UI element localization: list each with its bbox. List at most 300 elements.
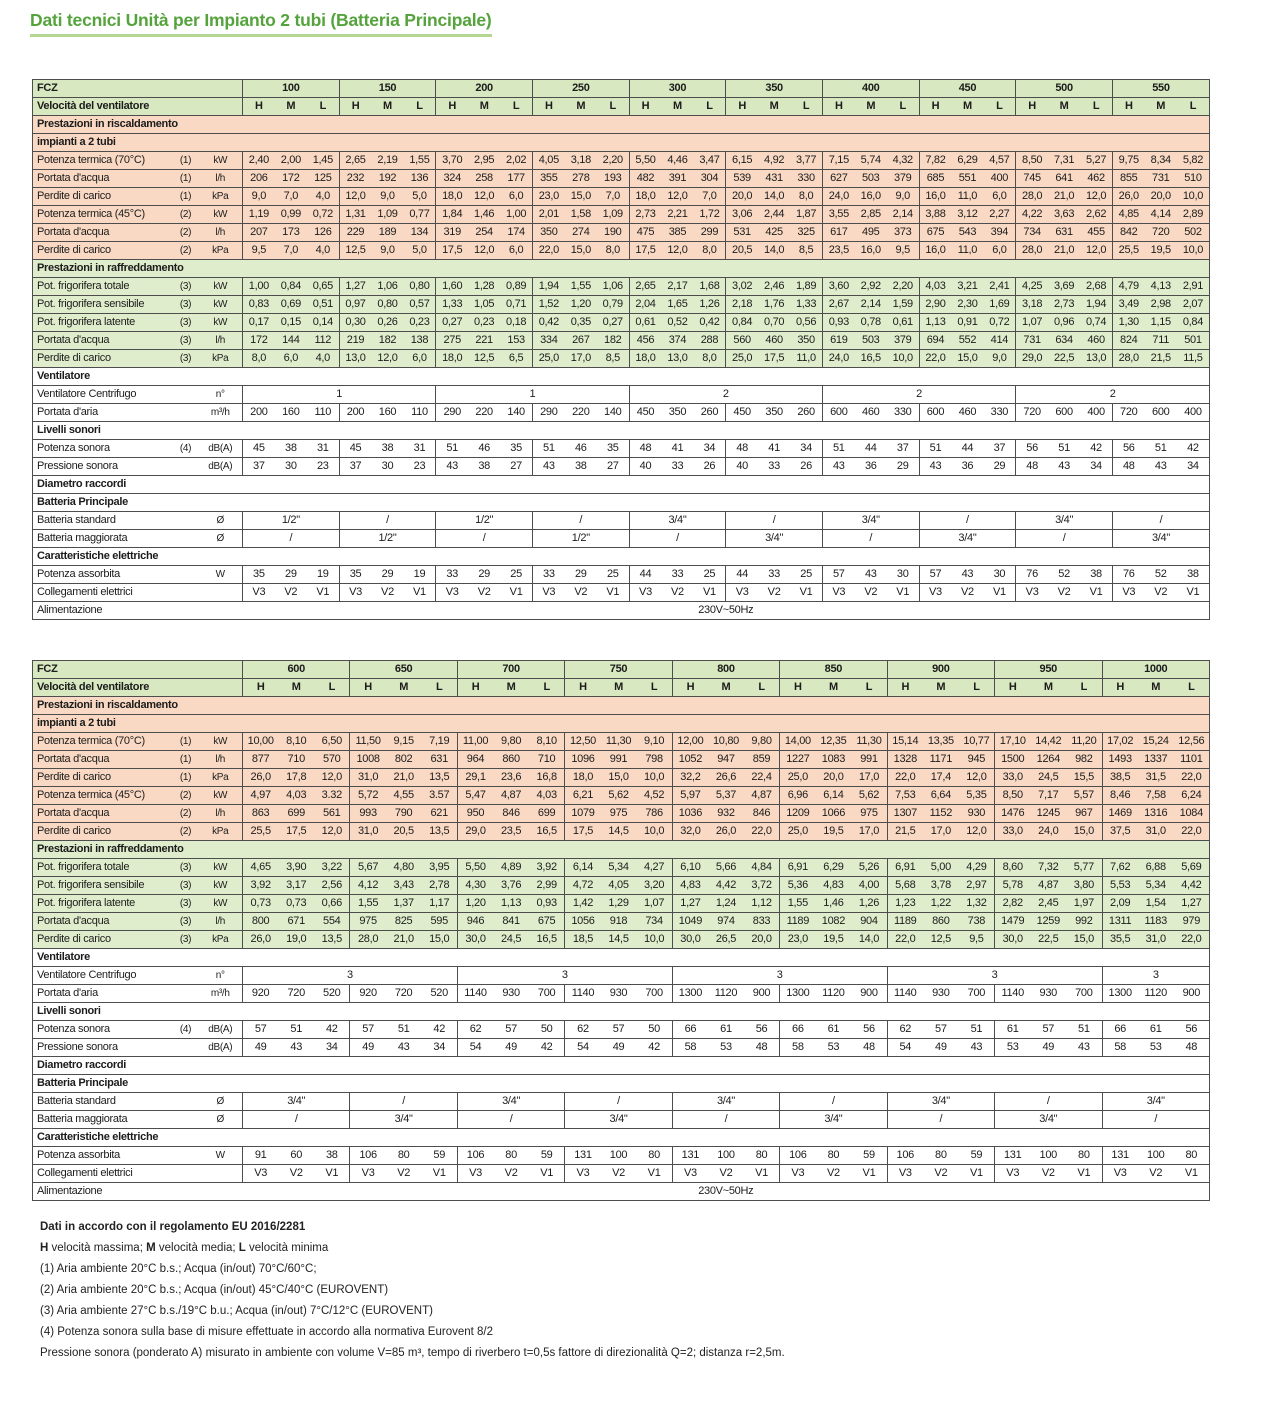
value-cell: 0,73 <box>278 895 314 913</box>
value-cell: 641 <box>1048 170 1080 188</box>
value-cell: 1,27 <box>1174 895 1210 913</box>
value-cell: 710 <box>529 751 565 769</box>
value-cell: 12,0 <box>1080 242 1112 260</box>
value-cell: 6,0 <box>404 350 436 368</box>
value-cell: 460 <box>951 404 983 422</box>
speed-col-header: M <box>1048 98 1080 116</box>
unit-cell: kPa <box>199 769 243 787</box>
span-cell: / <box>436 530 533 548</box>
ref-cell: (4) <box>173 440 199 458</box>
row-label: Batteria standard <box>33 1093 173 1111</box>
speed-col-header: H <box>350 679 386 697</box>
value-cell: 631 <box>1048 224 1080 242</box>
value-cell: 1,33 <box>790 296 822 314</box>
value-cell: 20,0 <box>726 188 758 206</box>
ref-cell <box>173 566 199 584</box>
value-cell: 627 <box>822 170 854 188</box>
value-cell: 992 <box>1066 913 1102 931</box>
value-cell: V3 <box>565 1165 601 1183</box>
model-header: 1000 <box>1102 661 1210 679</box>
value-cell: 43 <box>278 1039 314 1057</box>
value-cell: 0,61 <box>887 314 919 332</box>
value-cell: 617 <box>822 224 854 242</box>
value-cell: 17,5 <box>565 823 601 841</box>
model-header: 550 <box>1112 80 1209 98</box>
value-cell: 29,0 <box>457 823 493 841</box>
speed-col-header: L <box>422 679 458 697</box>
value-cell: 2,46 <box>758 278 790 296</box>
value-cell: 14,42 <box>1030 733 1066 751</box>
value-cell: 49 <box>493 1039 529 1057</box>
value-cell: 7,0 <box>275 242 307 260</box>
value-cell: 324 <box>436 170 468 188</box>
footnotes <box>40 1217 1243 1364</box>
value-cell: 10,0 <box>636 931 672 949</box>
speed-col-header: H <box>339 98 371 116</box>
speed-col-header: M <box>468 98 500 116</box>
value-cell: 134 <box>404 224 436 242</box>
value-cell: 28,0 <box>1016 188 1048 206</box>
row-label: Potenza assorbita <box>33 1147 173 1165</box>
span-cell: 3/4" <box>995 1111 1102 1129</box>
value-cell: 18,0 <box>436 188 468 206</box>
value-cell: V3 <box>887 1165 923 1183</box>
table-row <box>33 895 1210 913</box>
value-cell: 31,0 <box>350 769 386 787</box>
value-cell: 14,5 <box>601 931 637 949</box>
value-cell: 44 <box>629 566 661 584</box>
value-cell: 290 <box>436 404 468 422</box>
value-cell: 1264 <box>1030 751 1066 769</box>
value-cell: 991 <box>601 751 637 769</box>
value-cell: 1140 <box>457 985 493 1003</box>
ref-cell <box>173 1039 199 1057</box>
value-cell: 863 <box>243 805 279 823</box>
value-cell: 30,0 <box>995 931 1031 949</box>
value-cell: 930 <box>959 805 995 823</box>
value-cell: 56 <box>744 1021 780 1039</box>
value-cell: 22,0 <box>1174 823 1210 841</box>
value-cell: 975 <box>601 805 637 823</box>
value-cell: V3 <box>672 1165 708 1183</box>
value-cell: 734 <box>1016 224 1048 242</box>
value-cell: 3,78 <box>923 877 959 895</box>
table-row <box>33 386 1210 404</box>
value-cell: 798 <box>636 751 672 769</box>
value-cell: V1 <box>314 1165 350 1183</box>
value-cell: 379 <box>887 332 919 350</box>
span-cell: / <box>350 1093 457 1111</box>
value-cell: 5,78 <box>995 877 1031 895</box>
span-cell: / <box>1112 512 1209 530</box>
value-cell: 3,69 <box>1048 278 1080 296</box>
value-cell: 391 <box>661 170 693 188</box>
value-cell: 182 <box>371 332 403 350</box>
value-cell: 35 <box>597 440 629 458</box>
row-label: Pot. frigorifera totale <box>33 278 173 296</box>
value-cell: V3 <box>919 584 951 602</box>
value-cell: 1052 <box>672 751 708 769</box>
value-cell: 21,0 <box>1048 188 1080 206</box>
value-cell: 4,87 <box>1030 877 1066 895</box>
value-cell: 1469 <box>1102 805 1138 823</box>
value-cell: 57 <box>601 1021 637 1039</box>
value-cell: 66 <box>1102 1021 1138 1039</box>
value-cell: 59 <box>422 1147 458 1165</box>
span-cell: 3/4" <box>1016 512 1113 530</box>
value-cell: 4,85 <box>1112 206 1144 224</box>
value-cell: V1 <box>887 584 919 602</box>
value-cell: 0,93 <box>529 895 565 913</box>
value-cell: 1,59 <box>887 296 919 314</box>
speed-col-header: M <box>1138 679 1174 697</box>
footnote-text: velocità media; <box>155 1242 239 1254</box>
value-cell: 110 <box>307 404 339 422</box>
value-cell: 4,92 <box>758 152 790 170</box>
value-cell: 900 <box>744 985 780 1003</box>
value-cell: 38 <box>275 440 307 458</box>
span-cell: / <box>726 512 823 530</box>
section-label: Livelli sonori <box>33 1003 1210 1021</box>
value-cell: 350 <box>758 404 790 422</box>
value-cell: 964 <box>457 751 493 769</box>
row-label: Potenza termica (70°C) <box>33 733 173 751</box>
ref-cell: (2) <box>173 787 199 805</box>
model-header: 450 <box>919 80 1016 98</box>
value-cell: 8,0 <box>694 242 726 260</box>
row-label: Pot. frigorifera sensibile <box>33 296 173 314</box>
value-cell: 1,22 <box>923 895 959 913</box>
value-cell: 38 <box>314 1147 350 1165</box>
value-cell: 43 <box>386 1039 422 1057</box>
value-cell: V1 <box>1174 1165 1210 1183</box>
table-row <box>33 1147 1210 1165</box>
value-cell: 33,0 <box>995 769 1031 787</box>
value-cell: 267 <box>565 332 597 350</box>
value-cell: 15,0 <box>1066 823 1102 841</box>
value-cell: V2 <box>1145 584 1177 602</box>
value-cell: 8,5 <box>597 350 629 368</box>
value-cell: 100 <box>601 1147 637 1165</box>
value-cell: 621 <box>422 805 458 823</box>
value-cell: 27 <box>500 458 532 476</box>
value-cell: 33 <box>661 566 693 584</box>
value-cell: 8,5 <box>790 242 822 260</box>
value-cell: 23,5 <box>822 242 854 260</box>
value-cell: 17,5 <box>629 242 661 260</box>
row-label: Portata d'acqua <box>33 913 173 931</box>
table-row <box>33 206 1210 224</box>
value-cell: 5,00 <box>923 859 959 877</box>
value-cell: 6,14 <box>565 859 601 877</box>
value-cell: 5,69 <box>1174 859 1210 877</box>
value-cell: 12,50 <box>565 733 601 751</box>
value-cell: 11,30 <box>601 733 637 751</box>
value-cell: 1,37 <box>386 895 422 913</box>
model-header: 950 <box>995 661 1102 679</box>
value-cell: 21,0 <box>386 769 422 787</box>
value-cell: 54 <box>457 1039 493 1057</box>
value-cell: 2,00 <box>275 152 307 170</box>
span-cell: 3/4" <box>919 530 1016 548</box>
ref-cell: (1) <box>173 170 199 188</box>
value-cell: 9,0 <box>984 350 1016 368</box>
ref-cell: (3) <box>173 913 199 931</box>
value-cell: 31,5 <box>1138 769 1174 787</box>
value-cell: 25 <box>597 566 629 584</box>
value-cell: 25,5 <box>1112 242 1144 260</box>
value-cell: 21,0 <box>386 931 422 949</box>
value-cell: V1 <box>500 584 532 602</box>
value-cell: 2,98 <box>1145 296 1177 314</box>
value-cell: 4,14 <box>1145 206 1177 224</box>
value-cell: 48 <box>851 1039 887 1057</box>
table-row <box>33 404 1210 422</box>
value-cell: 29,1 <box>457 769 493 787</box>
value-cell: 23,0 <box>532 188 564 206</box>
value-cell: 9,0 <box>243 188 275 206</box>
value-cell: 177 <box>500 170 532 188</box>
footnote-text: L <box>238 1242 246 1254</box>
value-cell: 106 <box>780 1147 816 1165</box>
span-cell: / <box>919 512 1016 530</box>
model-header: 700 <box>457 661 564 679</box>
value-cell: 731 <box>1016 332 1048 350</box>
value-cell: 14,0 <box>758 188 790 206</box>
value-cell: 20,5 <box>726 242 758 260</box>
value-cell: 43 <box>919 458 951 476</box>
value-cell: 21,0 <box>1048 242 1080 260</box>
value-cell: 10,0 <box>1177 242 1210 260</box>
value-cell: 1,23 <box>887 895 923 913</box>
value-cell: 334 <box>532 332 564 350</box>
footnote-text: (2) Aria ambiente 20°C b.s.; Acqua (in/out) 45°C/40°C (EUROVENT) <box>40 1284 389 1296</box>
value-cell: 3,70 <box>436 152 468 170</box>
value-cell: 930 <box>493 985 529 1003</box>
ref-cell: (2) <box>173 242 199 260</box>
table-row <box>33 733 1210 751</box>
speed-col-header: L <box>500 98 532 116</box>
value-cell: 6,96 <box>780 787 816 805</box>
ref-cell <box>173 1147 199 1165</box>
value-cell: 1,54 <box>1138 895 1174 913</box>
speed-col-header: H <box>1016 98 1048 116</box>
speed-col-header: L <box>959 679 995 697</box>
value-cell: 80 <box>923 1147 959 1165</box>
value-cell: 3.32 <box>314 787 350 805</box>
table-row <box>33 823 1210 841</box>
value-cell: 172 <box>243 332 275 350</box>
value-cell: 57 <box>919 566 951 584</box>
section-label: Prestazioni in riscaldamento <box>33 697 1210 715</box>
value-cell: 3,95 <box>422 859 458 877</box>
unit-cell: kPa <box>199 188 243 206</box>
value-cell: 49 <box>1030 1039 1066 1057</box>
value-cell: 710 <box>278 751 314 769</box>
model-header: 100 <box>243 80 340 98</box>
value-cell: 51 <box>959 1021 995 1039</box>
value-cell: 2,40 <box>243 152 275 170</box>
value-cell: 2,01 <box>532 206 564 224</box>
value-cell: 52 <box>1145 566 1177 584</box>
value-cell: 330 <box>984 404 1016 422</box>
table-row <box>33 314 1210 332</box>
table-row <box>33 805 1210 823</box>
ref-cell: (3) <box>173 859 199 877</box>
speed-col-header: L <box>314 679 350 697</box>
value-cell: 23 <box>307 458 339 476</box>
row-label: Ventilatore Centrifugo <box>33 386 173 404</box>
value-cell: 1,68 <box>694 278 726 296</box>
fcz-table-1 <box>32 79 1210 620</box>
value-cell: 373 <box>887 224 919 242</box>
value-cell: 1,69 <box>984 296 1016 314</box>
value-cell: 4,05 <box>532 152 564 170</box>
value-cell: 10,80 <box>708 733 744 751</box>
value-cell: 2,56 <box>314 877 350 895</box>
value-cell: 138 <box>404 332 436 350</box>
section-row <box>33 548 1210 566</box>
value-cell: 3,77 <box>790 152 822 170</box>
value-cell: 634 <box>1048 332 1080 350</box>
value-cell: 2,73 <box>629 206 661 224</box>
value-cell: 11,0 <box>790 350 822 368</box>
ref-cell: (1) <box>173 733 199 751</box>
row-label: Pot. frigorifera totale <box>33 859 173 877</box>
full-span-value: 230V~50Hz <box>243 602 1210 620</box>
value-cell: 6,14 <box>816 787 852 805</box>
value-cell: 330 <box>790 170 822 188</box>
value-cell: 0,23 <box>404 314 436 332</box>
value-cell: 172 <box>275 170 307 188</box>
speed-col-header: M <box>493 679 529 697</box>
model-header: 600 <box>243 661 350 679</box>
value-cell: 0,77 <box>404 206 436 224</box>
speed-col-header: M <box>601 679 637 697</box>
value-cell: 1,09 <box>597 206 629 224</box>
value-cell: 54 <box>887 1039 923 1057</box>
value-cell: 16,0 <box>919 242 951 260</box>
value-cell: 1096 <box>565 751 601 769</box>
value-cell: 100 <box>708 1147 744 1165</box>
section-label: impianti a 2 tubi <box>33 134 1210 152</box>
value-cell: 0,74 <box>1080 314 1112 332</box>
value-cell: 106 <box>457 1147 493 1165</box>
row-label: Batteria maggiorata <box>33 1111 173 1129</box>
value-cell: 160 <box>371 404 403 422</box>
value-cell: 49 <box>350 1039 386 1057</box>
value-cell: 711 <box>1145 332 1177 350</box>
value-cell: 80 <box>744 1147 780 1165</box>
value-cell: 57 <box>493 1021 529 1039</box>
span-cell: / <box>532 512 629 530</box>
value-cell: 1079 <box>565 805 601 823</box>
unit-cell: m³/h <box>199 985 243 1003</box>
value-cell: 1152 <box>923 805 959 823</box>
value-cell: 600 <box>822 404 854 422</box>
value-cell: 462 <box>1080 170 1112 188</box>
value-cell: 0,52 <box>661 314 693 332</box>
value-cell: 80 <box>1066 1147 1102 1165</box>
value-cell: V3 <box>726 584 758 602</box>
speed-col-header: H <box>995 679 1031 697</box>
value-cell: 8,34 <box>1145 152 1177 170</box>
table-row <box>33 769 1210 787</box>
value-cell: 51 <box>386 1021 422 1039</box>
value-cell: 19 <box>307 566 339 584</box>
value-cell: 43 <box>532 458 564 476</box>
speed-col-header: H <box>243 98 275 116</box>
value-cell: 2,95 <box>468 152 500 170</box>
value-cell: V3 <box>243 584 275 602</box>
unit-cell: l/h <box>199 805 243 823</box>
value-cell: 37 <box>339 458 371 476</box>
value-cell: 17,5 <box>758 350 790 368</box>
value-cell: 1120 <box>816 985 852 1003</box>
value-cell: 37 <box>984 440 1016 458</box>
row-label: Perdite di carico <box>33 931 173 949</box>
value-cell: 34 <box>314 1039 350 1057</box>
value-cell: 2,09 <box>1102 895 1138 913</box>
table-row <box>33 751 1210 769</box>
value-cell: 27 <box>597 458 629 476</box>
value-cell: 1,06 <box>371 278 403 296</box>
speed-col-header: L <box>1177 98 1210 116</box>
value-cell: 42 <box>1177 440 1210 458</box>
value-cell: 319 <box>436 224 468 242</box>
value-cell: 619 <box>822 332 854 350</box>
value-cell: 1,00 <box>500 206 532 224</box>
value-cell: 26,0 <box>708 823 744 841</box>
value-cell: 2,20 <box>597 152 629 170</box>
table-row <box>33 188 1210 206</box>
model-header: 350 <box>726 80 823 98</box>
section-label: Prestazioni in riscaldamento <box>33 116 1210 134</box>
row-label: Alimentazione <box>33 602 243 620</box>
speed-col-header: L <box>404 98 436 116</box>
span-cell: 3 <box>672 967 887 985</box>
value-cell: 7,15 <box>822 152 854 170</box>
table-row <box>33 787 1210 805</box>
value-cell: 44 <box>726 566 758 584</box>
value-cell: 720 <box>1145 224 1177 242</box>
value-cell: 56 <box>1016 440 1048 458</box>
value-cell: 32,2 <box>672 769 708 787</box>
value-cell: 220 <box>565 404 597 422</box>
value-cell: 16,5 <box>529 823 565 841</box>
value-cell: 44 <box>855 440 887 458</box>
value-cell: V3 <box>1112 584 1144 602</box>
value-cell: 35 <box>500 440 532 458</box>
value-cell: 12,0 <box>661 242 693 260</box>
value-cell: 57 <box>1030 1021 1066 1039</box>
value-cell: 0,27 <box>436 314 468 332</box>
value-cell: 24,5 <box>493 931 529 949</box>
table-row <box>33 170 1210 188</box>
value-cell: 4,25 <box>1016 278 1048 296</box>
value-cell: 5,37 <box>708 787 744 805</box>
value-cell: 460 <box>1080 332 1112 350</box>
value-cell: V1 <box>851 1165 887 1183</box>
value-cell: 7,0 <box>694 188 726 206</box>
value-cell: 28,0 <box>1016 242 1048 260</box>
speed-col-header: L <box>1174 679 1210 697</box>
value-cell: V2 <box>1138 1165 1174 1183</box>
ref-cell: (3) <box>173 278 199 296</box>
value-cell: 229 <box>339 224 371 242</box>
value-cell: 49 <box>243 1039 279 1057</box>
value-cell: 1140 <box>887 985 923 1003</box>
